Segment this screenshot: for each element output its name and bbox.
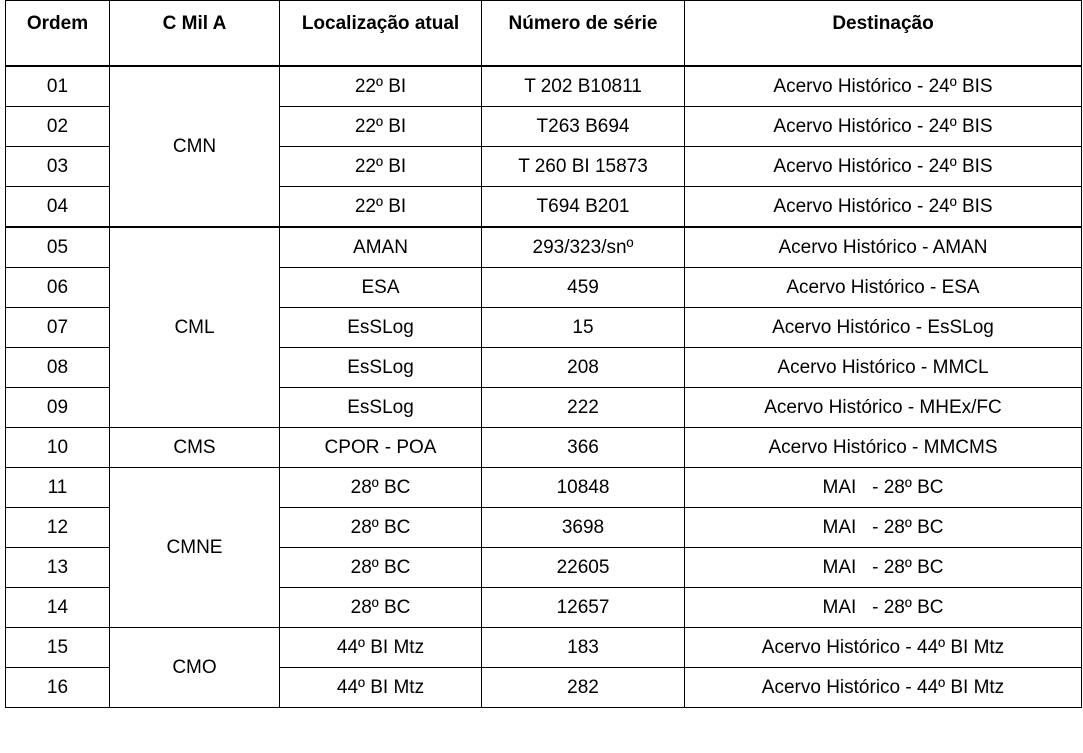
table-row <box>6 468 1082 508</box>
cell-localizacao: EsSLog <box>280 308 482 348</box>
cell-numero: 459 <box>482 268 685 308</box>
cell-localizacao: 22º BI <box>280 107 482 147</box>
cell-numero: 22605 <box>482 548 685 588</box>
table-row <box>6 428 1082 468</box>
cell-numero: T 260 BI 15873 <box>482 147 685 187</box>
cell-numero: 10848 <box>482 468 685 508</box>
cell-ordem: 16 <box>6 668 110 708</box>
cell-destinacao: MAI - 28º BC <box>685 468 1082 508</box>
cell-numero: 12657 <box>482 588 685 628</box>
cell-ordem: 05 <box>6 227 110 268</box>
cell-cmil-group: CMO <box>110 628 280 708</box>
cell-ordem: 07 <box>6 308 110 348</box>
cell-numero: 183 <box>482 628 685 668</box>
cell-ordem: 06 <box>6 268 110 308</box>
cell-localizacao: CPOR - POA <box>280 428 482 468</box>
cell-ordem: 09 <box>6 388 110 428</box>
cell-localizacao: EsSLog <box>280 388 482 428</box>
cell-numero: 366 <box>482 428 685 468</box>
cell-numero: T694 B201 <box>482 187 685 228</box>
cell-destinacao: Acervo Histórico - 24º BIS <box>685 147 1082 187</box>
cell-destinacao: MAI - 28º BC <box>685 588 1082 628</box>
cell-destinacao: Acervo Histórico - MMCMS <box>685 428 1082 468</box>
cell-localizacao: ESA <box>280 268 482 308</box>
cell-ordem: 08 <box>6 348 110 388</box>
cell-destinacao: MAI - 28º BC <box>685 508 1082 548</box>
cell-cmil-group: CMNE <box>110 468 280 628</box>
cell-ordem: 15 <box>6 628 110 668</box>
cell-localizacao: 22º BI <box>280 187 482 228</box>
cell-destinacao: Acervo Histórico - 24º BIS <box>685 187 1082 228</box>
cell-localizacao: EsSLog <box>280 348 482 388</box>
cell-destinacao: Acervo Histórico - MMCL <box>685 348 1082 388</box>
cell-numero: 3698 <box>482 508 685 548</box>
cell-destinacao: MAI - 28º BC <box>685 548 1082 588</box>
cell-cmil-group: CMN <box>110 66 280 227</box>
cell-ordem: 14 <box>6 588 110 628</box>
cell-destinacao: Acervo Histórico - MHEx/FC <box>685 388 1082 428</box>
cell-destinacao: Acervo Histórico - EsSLog <box>685 308 1082 348</box>
cell-numero: 293/323/snº <box>482 227 685 268</box>
cell-destinacao: Acervo Histórico - 24º BIS <box>685 66 1082 107</box>
cell-localizacao: 28º BC <box>280 548 482 588</box>
header-localizacao: Localização atual <box>280 1 482 67</box>
cell-cmil-group: CML <box>110 227 280 428</box>
cell-localizacao: 28º BC <box>280 508 482 548</box>
header-numero: Número de série <box>482 1 685 67</box>
cell-localizacao: 44º BI Mtz <box>280 628 482 668</box>
header-cmil: C Mil A <box>110 1 280 67</box>
cell-localizacao: 28º BC <box>280 468 482 508</box>
cell-ordem: 10 <box>6 428 110 468</box>
cell-numero: 282 <box>482 668 685 708</box>
cell-ordem: 04 <box>6 187 110 228</box>
cell-numero: 15 <box>482 308 685 348</box>
cell-destinacao: Acervo Histórico - AMAN <box>685 227 1082 268</box>
header-row <box>6 1 1082 67</box>
cell-ordem: 01 <box>6 66 110 107</box>
header-destinacao: Destinação <box>685 1 1082 67</box>
table-row <box>6 227 1082 268</box>
cell-localizacao: 44º BI Mtz <box>280 668 482 708</box>
table-row <box>6 628 1082 668</box>
cell-ordem: 11 <box>6 468 110 508</box>
cell-ordem: 03 <box>6 147 110 187</box>
table-row <box>6 66 1082 107</box>
header-ordem: Ordem <box>6 1 110 67</box>
cell-ordem: 12 <box>6 508 110 548</box>
cell-cmil-group: CMS <box>110 428 280 468</box>
cell-ordem: 02 <box>6 107 110 147</box>
cell-localizacao: AMAN <box>280 227 482 268</box>
cell-localizacao: 22º BI <box>280 66 482 107</box>
cell-numero: T 202 B10811 <box>482 66 685 107</box>
cell-destinacao: Acervo Histórico - ESA <box>685 268 1082 308</box>
cell-destinacao: Acervo Histórico - 44º BI Mtz <box>685 628 1082 668</box>
cell-numero: T263 B694 <box>482 107 685 147</box>
cell-localizacao: 22º BI <box>280 147 482 187</box>
cell-destinacao: Acervo Histórico - 24º BIS <box>685 107 1082 147</box>
cell-numero: 222 <box>482 388 685 428</box>
cell-numero: 208 <box>482 348 685 388</box>
cell-localizacao: 28º BC <box>280 588 482 628</box>
cell-ordem: 13 <box>6 548 110 588</box>
cell-destinacao: Acervo Histórico - 44º BI Mtz <box>685 668 1082 708</box>
equipment-table <box>5 0 1082 708</box>
